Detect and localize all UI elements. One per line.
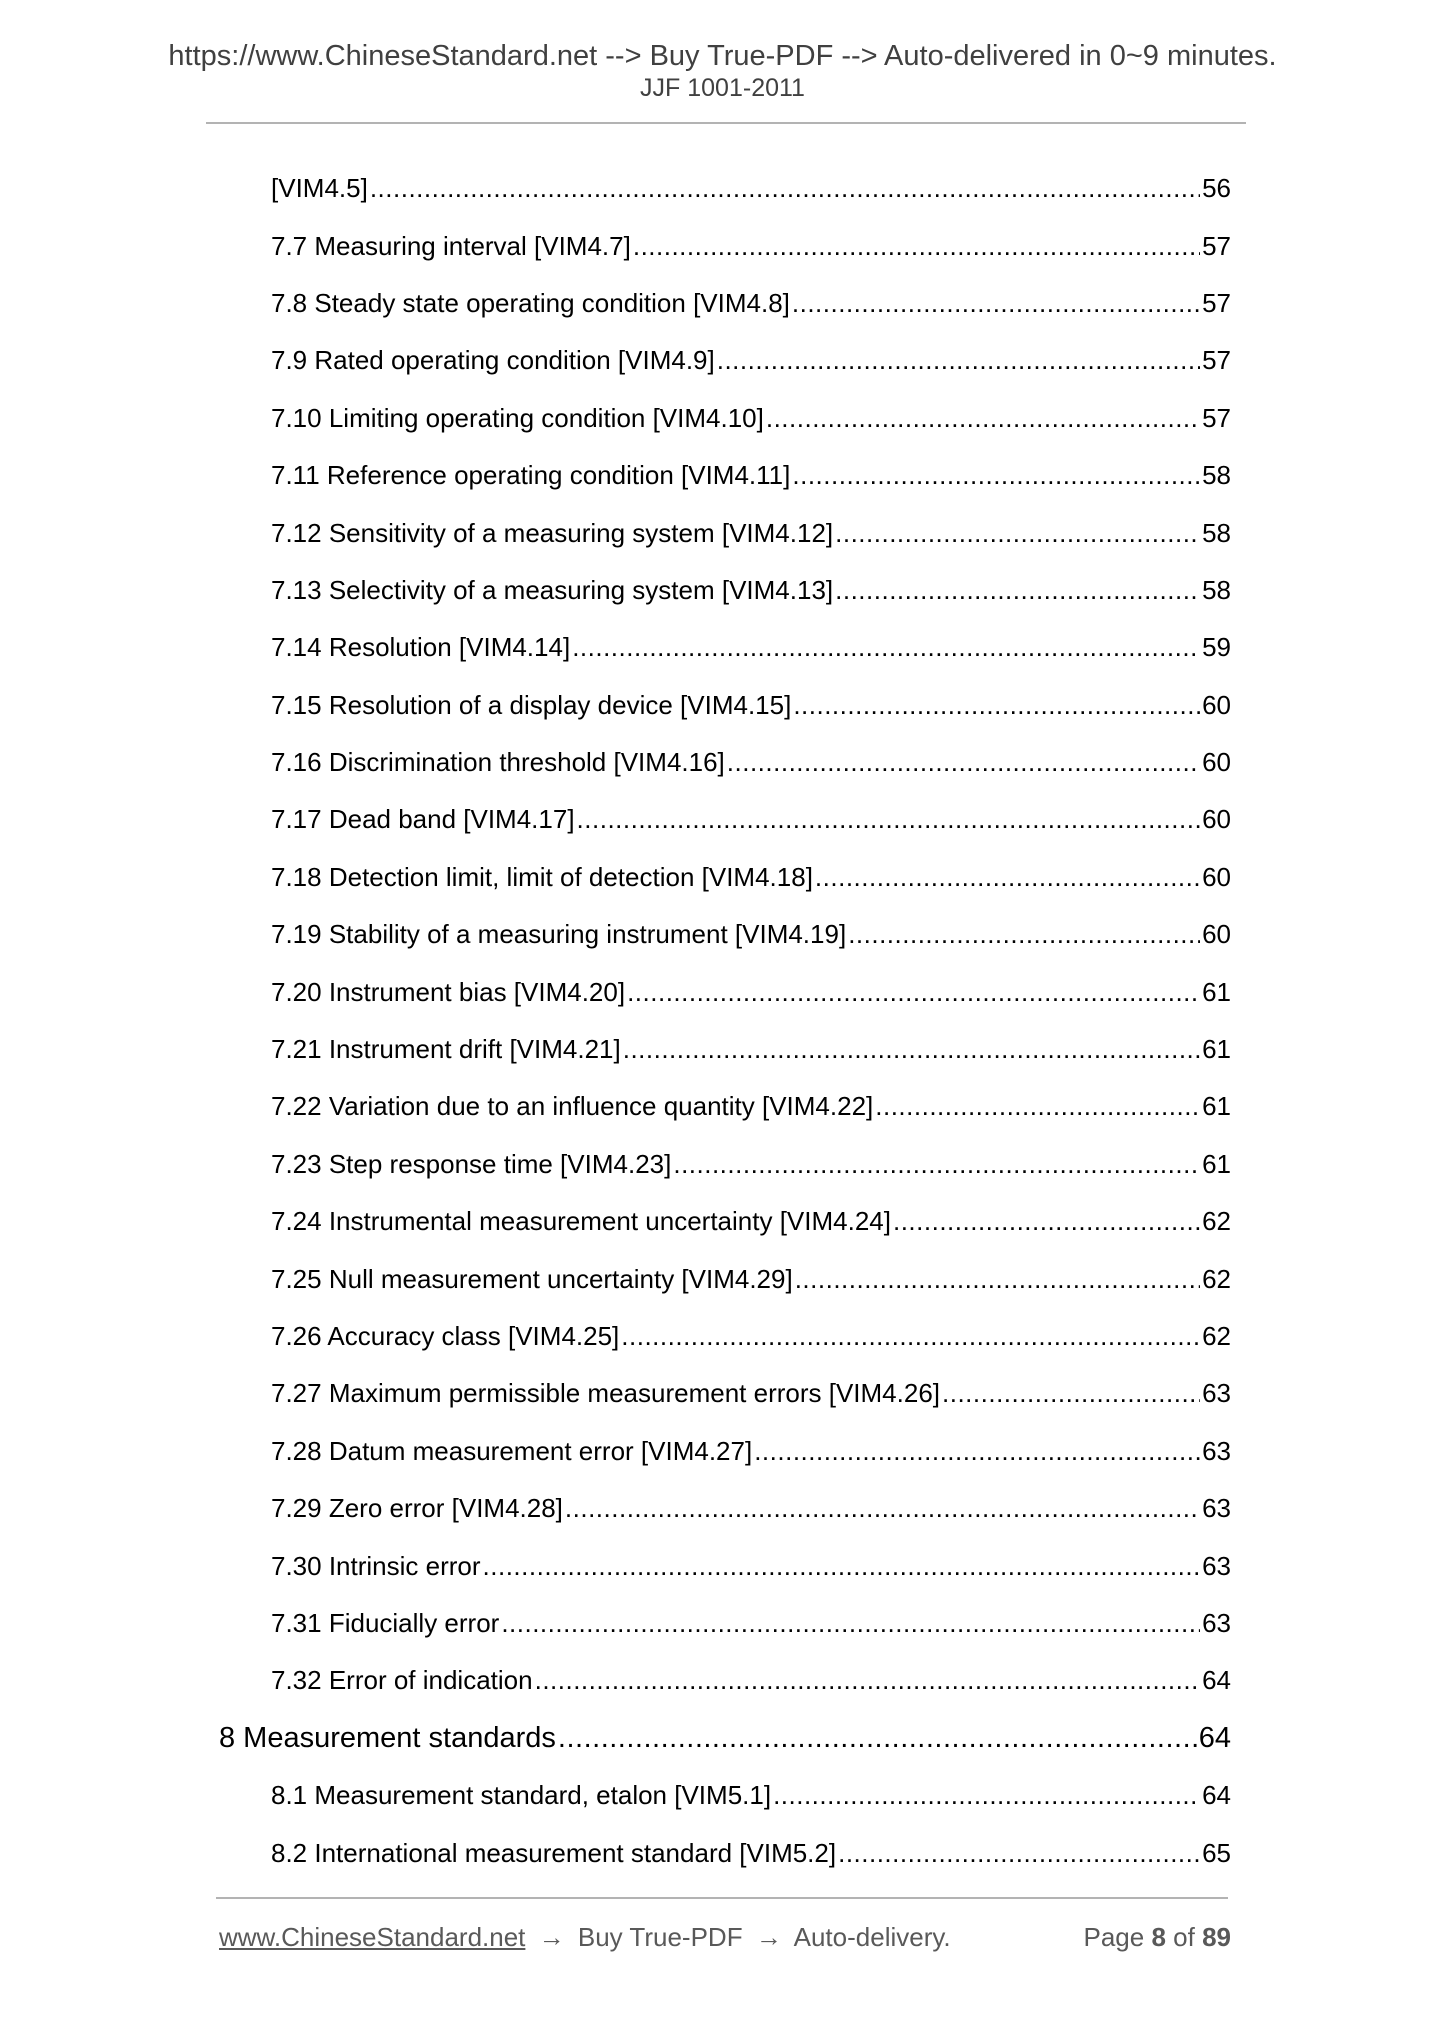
toc-entry[interactable] [271, 1078, 1231, 1135]
toc-entry-page: 57 [1202, 287, 1231, 318]
toc-entry-title: 7.21 Instrument drift [VIM4.21] [271, 1034, 621, 1065]
toc-entry[interactable] [271, 1136, 1231, 1193]
toc-entry[interactable] [271, 1767, 1231, 1824]
toc-entry-title: 7.32 Error of indication [271, 1665, 533, 1696]
toc-dot-leader [792, 288, 1200, 319]
toc-dot-leader [501, 1608, 1200, 1639]
toc-dot-leader [727, 747, 1200, 778]
toc-entry-page: 63 [1202, 1435, 1231, 1466]
toc-entry[interactable] [271, 332, 1231, 389]
toc-entry-page: 57 [1202, 345, 1231, 376]
header-divider [206, 122, 1246, 124]
toc-entry-page: 61 [1202, 1148, 1231, 1179]
footer-site-link[interactable]: www.ChineseStandard.net [219, 1922, 526, 1952]
toc-entry-page: 61 [1202, 1034, 1231, 1065]
toc-entry-page: 59 [1202, 632, 1231, 663]
toc-dot-leader [792, 460, 1200, 491]
toc-entry-title: 7.15 Resolution of a display device [VIM4.15] [271, 689, 792, 720]
toc-entry-title: 7.31 Fiducially error [271, 1607, 500, 1638]
toc-dot-leader [754, 1436, 1200, 1467]
toc-entry-title: 7.30 Intrinsic error [271, 1550, 481, 1581]
toc-entry-title: 7.14 Resolution [VIM4.14] [271, 632, 571, 663]
toc-dot-leader [893, 1206, 1200, 1237]
toc-entry-title: 7.7 Measuring interval [VIM4.7] [271, 230, 631, 261]
toc-dot-leader [838, 1838, 1200, 1869]
toc-entry[interactable] [271, 734, 1231, 791]
toc-entry-title: 7.17 Dead band [VIM4.17] [271, 804, 575, 835]
toc-entry-title: [VIM4.5] [271, 173, 368, 204]
toc-dot-leader [572, 632, 1200, 663]
toc-entry[interactable] [271, 1021, 1231, 1078]
footer-delivery-text: Auto-delivery. [793, 1922, 951, 1952]
top-banner: https://www.ChineseStandard.net --> Buy True-PDF --> Auto-delivered in 0~9 minutes. [168, 40, 1277, 72]
toc-dot-leader [793, 690, 1200, 721]
toc-section-entry[interactable] [219, 1710, 1231, 1767]
toc-entry-title: 7.10 Limiting operating condition [VIM4.10] [271, 402, 764, 433]
toc-entry[interactable] [271, 1250, 1231, 1307]
toc-dot-leader [773, 1780, 1200, 1811]
toc-entry-title: 7.24 Instrumental measurement uncertainty [VIM4.24] [271, 1206, 891, 1237]
toc-dot-leader [535, 1665, 1200, 1696]
toc-entry-page: 60 [1202, 919, 1231, 950]
toc-entry-title: 7.20 Instrument bias [VIM4.20] [271, 976, 626, 1007]
toc-entry-title: 7.19 Stability of a measuring instrument [VIM4.19] [271, 919, 847, 950]
toc-dot-leader [717, 345, 1200, 376]
toc-entry-title: 7.28 Datum measurement error [VIM4.27] [271, 1435, 753, 1466]
toc-entry-page: 64 [1202, 1665, 1231, 1696]
toc-entry[interactable] [271, 275, 1231, 332]
footer-buy-text: Buy True-PDF [577, 1922, 743, 1952]
toc-entry-page: 60 [1202, 747, 1231, 778]
toc-dot-leader [370, 173, 1200, 204]
toc-entry-page: 63 [1202, 1493, 1231, 1524]
toc-entry-page: 57 [1202, 402, 1231, 433]
page-label: Page [1083, 1922, 1145, 1952]
page-footer [219, 1922, 1231, 1956]
toc-dot-leader [835, 575, 1200, 606]
toc-entry-page: 58 [1202, 460, 1231, 491]
toc-entry-title: 7.29 Zero error [VIM4.28] [271, 1493, 563, 1524]
toc-entry-title: 7.23 Step response time [VIM4.23] [271, 1148, 672, 1179]
toc-entry[interactable] [271, 906, 1231, 963]
toc-entry-title: 7.11 Reference operating condition [VIM4.11] [271, 460, 791, 491]
toc-entry-page: 60 [1202, 689, 1231, 720]
toc-entry-title: 7.16 Discrimination threshold [VIM4.16] [271, 747, 725, 778]
toc-entry-title: 7.9 Rated operating condition [VIM4.9] [271, 345, 715, 376]
toc-entry[interactable] [271, 1652, 1231, 1709]
toc-entry[interactable] [271, 562, 1231, 619]
toc-entry-page: 64 [1202, 1780, 1231, 1811]
toc-entry-title: 7.25 Null measurement uncertainty [VIM4.29] [271, 1263, 793, 1294]
toc-entry-title: 7.13 Selectivity of a measuring system [VIM4.13] [271, 574, 834, 605]
toc-entry-page: 60 [1202, 804, 1231, 835]
toc-entry[interactable] [271, 791, 1231, 848]
toc-entry-page: 60 [1202, 861, 1231, 892]
toc-entry-title: 8.2 International measurement standard [VIM5.2] [271, 1837, 837, 1868]
toc-entry-title: 7.22 Variation due to an influence quantity [VIM4.22] [271, 1091, 874, 1122]
toc-entry[interactable] [271, 1537, 1231, 1594]
toc-entry-page: 63 [1202, 1607, 1231, 1638]
toc-dot-leader [766, 403, 1200, 434]
toc-entry-page: 58 [1202, 574, 1231, 605]
toc-dot-leader [483, 1551, 1201, 1582]
toc-entry-page: 62 [1202, 1263, 1231, 1294]
toc-entry[interactable] [271, 217, 1231, 274]
right-arrow-icon: → [755, 1922, 782, 1952]
toc-entry-title: 7.27 Maximum permissible measurement errors [VIM4.26] [271, 1378, 941, 1409]
toc-entry[interactable] [271, 1824, 1231, 1881]
toc-dot-leader [848, 919, 1200, 950]
footer-promo [219, 1922, 951, 1953]
toc-dot-leader [835, 518, 1200, 549]
toc-entry[interactable] [271, 963, 1231, 1020]
toc-entry[interactable] [271, 1193, 1231, 1250]
toc-entry-page: 57 [1202, 230, 1231, 261]
toc-entry-title: 7.12 Sensitivity of a measuring system [VIM4.12] [271, 517, 834, 548]
document-code: JJF 1001-2011 [640, 74, 805, 102]
toc-dot-leader [627, 977, 1200, 1008]
toc-entry-page: 61 [1202, 976, 1231, 1007]
page-number [1083, 1922, 1231, 1953]
page-current: 8 [1151, 1922, 1166, 1952]
toc-entry-page: 64 [1198, 1721, 1231, 1754]
toc-dot-leader [673, 1149, 1200, 1180]
toc-entry-title: 8.1 Measurement standard, etalon [VIM5.1] [271, 1780, 772, 1811]
page-total: 89 [1202, 1922, 1231, 1952]
toc-dot-leader [942, 1378, 1200, 1409]
toc-entry[interactable] [271, 619, 1231, 676]
toc-dot-leader [558, 1722, 1197, 1755]
toc-entry[interactable] [271, 390, 1231, 447]
toc-entry[interactable] [271, 447, 1231, 504]
toc-entry[interactable] [271, 677, 1231, 734]
toc-entry-title: 7.18 Detection limit, limit of detection [VIM4.18] [271, 861, 813, 892]
toc-entry[interactable] [271, 1480, 1231, 1537]
toc-dot-leader [623, 1034, 1200, 1065]
page-of: of [1173, 1922, 1195, 1952]
toc-entry-title: 7.8 Steady state operating condition [VIM4.8] [271, 287, 790, 318]
table-of-contents [0, 160, 1445, 1882]
toc-entry[interactable] [271, 504, 1231, 561]
toc-dot-leader [815, 862, 1200, 893]
toc-entry-page: 62 [1202, 1206, 1231, 1237]
toc-entry-page: 63 [1202, 1378, 1231, 1409]
toc-dot-leader [621, 1321, 1200, 1352]
toc-entry[interactable] [271, 1595, 1231, 1652]
toc-dot-leader [795, 1264, 1200, 1295]
toc-entry[interactable] [271, 1308, 1231, 1365]
toc-entry[interactable] [271, 1423, 1231, 1480]
toc-dot-leader [875, 1091, 1200, 1122]
footer-divider [216, 1897, 1228, 1899]
toc-entry-page: 62 [1202, 1321, 1231, 1351]
toc-entry-page: 63 [1202, 1550, 1231, 1581]
toc-dot-leader [565, 1493, 1200, 1524]
toc-dot-leader [577, 804, 1201, 835]
toc-dot-leader [633, 231, 1200, 262]
toc-entry-page: 56 [1202, 173, 1231, 204]
toc-entry[interactable] [271, 849, 1231, 906]
toc-entry-title: 7.26 Accuracy class [VIM4.25] [271, 1321, 620, 1351]
toc-entry-page: 65 [1202, 1837, 1231, 1868]
toc-entry[interactable] [271, 160, 1231, 217]
right-arrow-icon: → [538, 1922, 565, 1952]
toc-entry[interactable] [271, 1365, 1231, 1422]
toc-entry-page: 58 [1202, 517, 1231, 548]
toc-entry-page: 61 [1202, 1091, 1231, 1122]
toc-entry-title: 8 Measurement standards [219, 1721, 556, 1754]
